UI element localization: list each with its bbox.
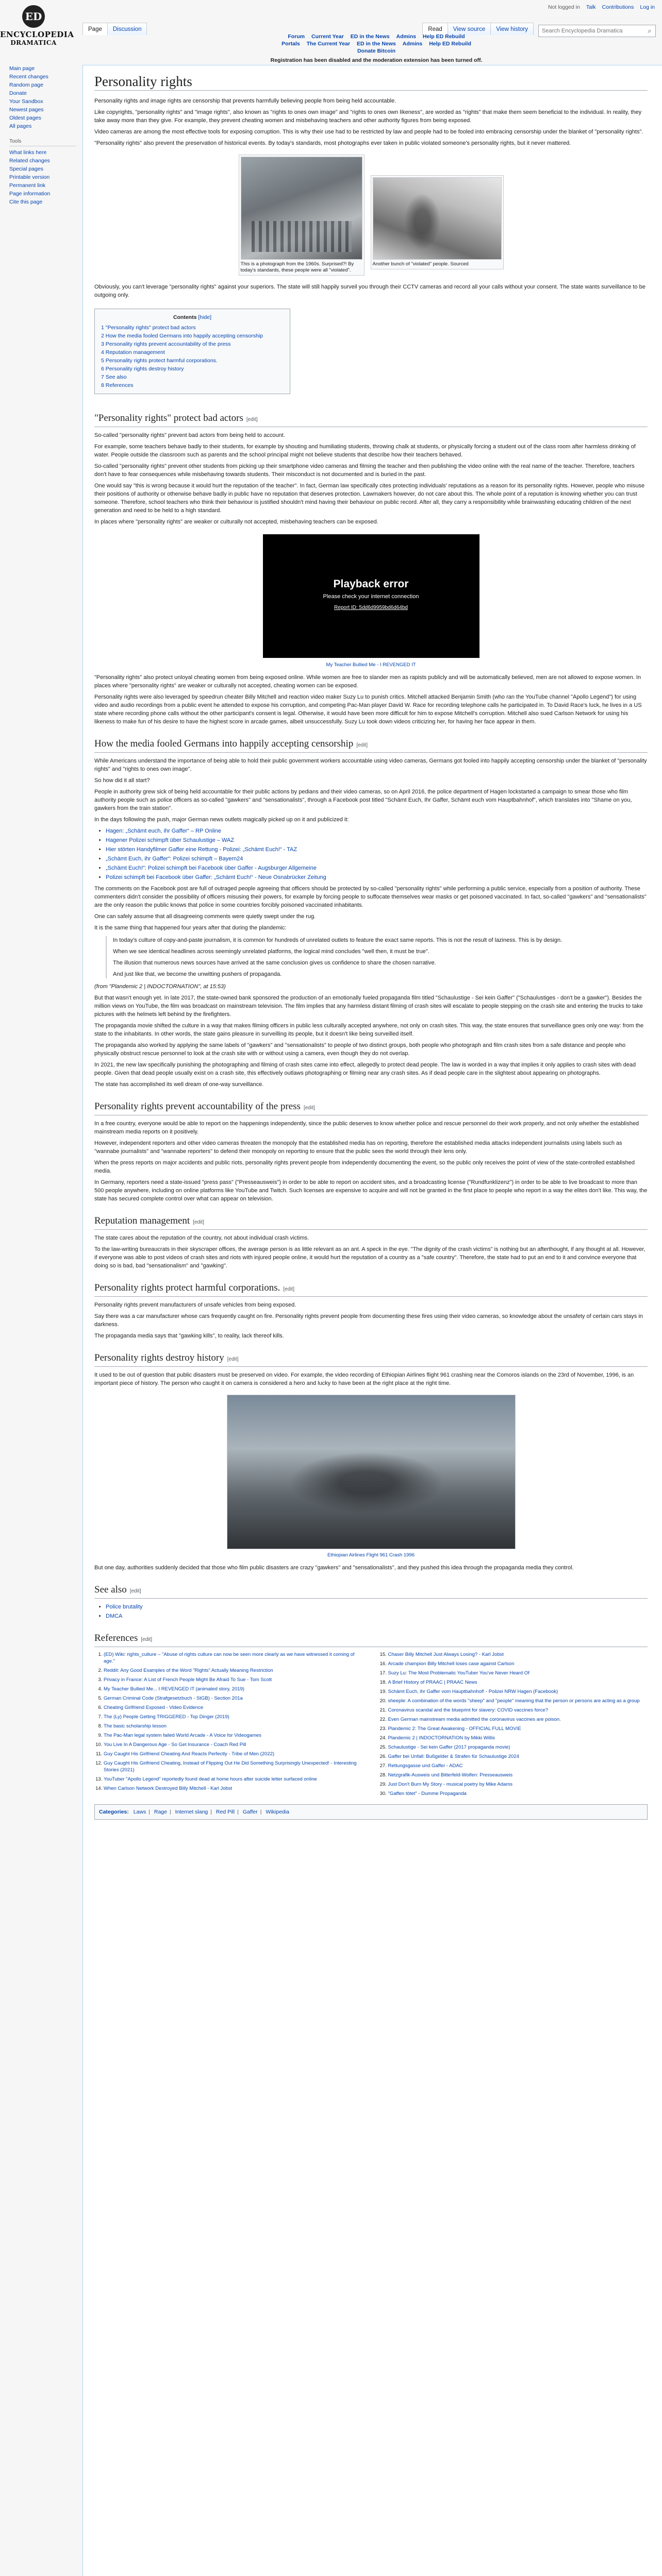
sidebar-item-printable-version[interactable]: Printable version [9, 174, 50, 180]
category-link[interactable]: Laws [133, 1809, 146, 1815]
nav2-ed-news-link[interactable]: ED in the News [356, 41, 396, 47]
reference-item: 24. Plandemic 2 | INDOCTORNATION by Mikki Willis [388, 1735, 648, 1741]
toc-hide-toggle[interactable]: [hide] [198, 314, 212, 320]
sidebar-item-cite-this-page[interactable]: Cite this page [9, 199, 43, 205]
bad-actors-paragraph-5: In places where "personality rights" are weaker or culturally not accepted, misbehaving teachers can be exposed. [94, 519, 378, 525]
intro-paragraph-4: "Personality rights" also prevent the preservation of historical events. By today's standards, most photographs ever taken in public violated someone's personality rights, but it never mattered. [94, 140, 571, 146]
edit-link-reputation[interactable]: [edit] [193, 1219, 204, 1225]
reference-item: 20. sheeple: A combination of the words "sheep" and "people" meaning that the person or persons are acting as a group [388, 1698, 648, 1704]
news-link[interactable]: Hagen: „Schämt euch, ihr Gaffer“ – RP Online [106, 828, 221, 834]
intro-paragraph-3: Video cameras are among the most effective tools for exposing corruption. This is why their use had to be restricted by law and people had to be fooled into embracing censorship under the blanket of "personality rights". [94, 129, 643, 135]
news-link[interactable]: Hagener Polizei schimpft über Schaulustige – WAZ [106, 837, 235, 843]
sidebar-item-page-information[interactable]: Page information [9, 191, 51, 197]
reference-item: 5. German Criminal Code (Strafgesetzbuch - StGB) - Section 201a [104, 1695, 363, 1702]
press-paragraph-1: In a free country, everyone would be able to report on the happenings independently, since the public deserves to know whether police and rescue personnel do their work properly, and not only whether the established mainstream media reports on it positively. [94, 1121, 639, 1135]
germans-paragraph-10: The propaganda also worked by applying the same labels of "gawkers" and "sensationalists" to people of two distinct groups, both people who photograph and film crash sites from a safe distance and people who physically obstruct rescue personnel to look at the crash site with or without using a camera, even though they do not overlap. [94, 1042, 626, 1057]
edit-link-see-also[interactable]: [edit] [129, 1588, 141, 1594]
sidebar-item-all-pages[interactable]: All pages [9, 123, 32, 129]
embedded-video-player[interactable] [263, 534, 479, 658]
reference-item: 14. When Carlson Network Destroyed Billy Mitchell - Karl Jobst [104, 1785, 363, 1792]
tab-page[interactable]: Page [82, 23, 108, 35]
germans-paragraph-2: So how did it all start? [94, 777, 150, 784]
press-paragraph-2: However, independent reporters and other video cameras threaten the monopoly that the established media has on reporting, therefore the established media attacks independent journalists using labels such as "wannabe journalists" and "wannabe reporters" to defend their monopoly on reporting to ensure that the public sees the world through their lens only. [94, 1140, 622, 1155]
player-error-message: Please check your internet connection [323, 594, 419, 600]
tab-view-history[interactable]: View history [490, 23, 534, 35]
sidebar-item-newest-pages[interactable]: Newest pages [9, 107, 44, 113]
list-item [106, 855, 648, 863]
toc-item-corporations[interactable]: 5 Personality rights protect harmful corporations. [101, 358, 218, 364]
video-caption[interactable]: My Teacher Bullied Me - I REVENGED IT [326, 662, 416, 668]
press-paragraph-3: When the press reports on major accidents and public riots, personality rights prevent people from independently documenting the event, so the public only receives the point of view of the state-controlled established media. [94, 1160, 635, 1174]
ethiopian-airlines-crash-video[interactable] [227, 1395, 516, 1549]
germans-paragraph-12: The state has accomplished its well dream of one-way surveillance. [94, 1081, 264, 1088]
reference-item: 11. Guy Caught His Girlfriend Cheating And Reacts Perfectly - Tribe of Men (2022) [104, 1751, 363, 1757]
history-paragraph-1: It used to be out of question that public disasters must be preserved on video. For example, the video recording of Ethiopian Airlines flight 961 crashing near the Comoros islands on the 23rd of November, 1996, is an important piece of history. The person who caught it on camera is considered a hero and lucky to have been at the right place at the right time. [94, 1372, 634, 1386]
edit-link-germans[interactable]: [edit] [356, 742, 368, 748]
references-list [94, 1651, 648, 1797]
reference-item: 7. The (Ly) People Getting TRIGGERED - Top Dinger (2019) [104, 1714, 363, 1720]
reference-item: 19. Schämt Euch, ihr Gaffer vom Hauptbahnhof! - Polizei NRW Hagen (Facebook) [388, 1688, 648, 1695]
reference-item: 22. Even German mainstream media admitted the coronavirus vaccines are poison. [388, 1716, 648, 1723]
reference-item: 26. Gaffer bei Unfall: Bußgelder & Strafen für Schaulustige 2024 [388, 1753, 648, 1760]
nav2-current-year-link[interactable]: The Current Year [306, 41, 351, 47]
sidebar-tools-heading: Tools [9, 138, 76, 146]
category-link[interactable]: Internet slang [175, 1809, 208, 1815]
germans-paragraph-6: One can safely assume that all disagreeing comments were quietly swept under the rug. [94, 913, 316, 920]
categories-label[interactable]: Categories: [99, 1809, 129, 1815]
bad-actors-paragraph-1: So-called "personality rights" prevent bad actors from being held to account. [94, 432, 285, 438]
reference-item: 28. Netzgrafik-Ausweis und Bitterfeld-Wolfen: Presseausweis [388, 1772, 648, 1778]
personal-talk-link[interactable]: Talk [586, 4, 596, 10]
reference-item: 4. My Teacher Bullied Me... I REVENGED IT (animated story, 2019) [104, 1686, 363, 1692]
germans-paragraph-8: But that wasn't enough yet. In late 2017, the state-owned bank sponsored the production of an emotionally fueled propaganda film titled "Schaulustige - Sei kein Gaffer" ("Schaulustiges - don't be a gawker"). Besides the million views on YouTube, the film was broadcast on mainstream television. The film implies that any harmless distant filming of crash sites will escalate to people stepping on the crash site and entering the trucks to take pictures with the helmets left behind by the firefighters. [94, 995, 643, 1018]
article-content [82, 65, 662, 2576]
site-notice-nav [91, 33, 662, 40]
reference-item: 23. Plandemic 2: The Great Awakening - OFFICIAL FULL MOVIE [388, 1725, 648, 1732]
reference-item: 10. You Live In A Dangerous Age - So Get Insurance - Coach Red Pill [104, 1741, 363, 1748]
toc-item-see-also[interactable]: 7 See also [101, 374, 127, 380]
tab-view-source[interactable]: View source [448, 23, 491, 35]
press-paragraph-4: In Germany, reporters need a state-issued "press pass" ("Presseausweis") in order to be able to report on accident sites, and a broadcasting license ("Rundfunklizenz") in order to be able to live broadcast to more than 500 people anywhere, including on online platforms like YouTube and Twitch. Such licenses are expensive to acquire and will not be granted in the first place to people who report in a way the elites don't like. This way, the state has secured complete control over what can appear on television. [94, 1179, 648, 1202]
corporations-paragraph-3: The propaganda media says that "gawking kills", to reality, lack thereof kills. [94, 1333, 284, 1339]
section-heading-bad-actors: "Personality rights" protect bad actors [edit] [94, 412, 648, 427]
germans-paragraph-3: People in authority grew sick of being held accountable for their public actions by pedians and their video cameras, so on April 2016, the police department of Hagen lockstarted a campaign to smear those who film authority people such as police officers as so-called "gawkers" and "sensationalists", through a Facebook post titled "Schämt Euch, Ihr Gaffer, Schämt euch vom Hauptbahnhof", which translates into "Shame on you, gawkers from the train station". [94, 789, 632, 811]
reference-item: 13. YouTuber "Apollo Legend" reportedly found dead at home hours after suicide letter surfaced online [104, 1776, 363, 1783]
sidebar-item-random-page[interactable]: Random page [9, 82, 43, 88]
bad-actors-paragraph-6: "Personality rights" also protect unloyal cheating women from being exposed online. While women are free to slander men as rapists publicly and will be automatically believed, men are not allowed to expose women. In places where "personality rights" are weaker or culturally not accepted, cheating women can be exposed. [94, 674, 641, 689]
intro-paragraph-5: Obviously, you can't leverage "personality rights" against your superiors. The state will still happily surveil you through their CCTV cameras and record all your calls without your consent. The state wants surveillance to be outgoing only. [94, 284, 646, 298]
bad-actors-paragraph-4: One would say "this is wrong because it would hurt the reputation of the teacher". In fact, German law specifically cites protecting individuals' reputations as a reason for its personality rights. However, people who misuse their positions of authority or otherwise behave badly in public have no reputation that deserves protection. Lawmakers however, do not care about this. The whole point of a reputation is knowing whether you can trust someone. Therefore, school teachers who think their behaviour is justified shouldn't mind having their behaviour on public record. After all, they carry a responsibility while brainwashing educating children of the next generation and need to be held to a high standard. [94, 483, 645, 514]
site-notice-nav-3 [91, 47, 662, 55]
sidebar-item-related-changes[interactable]: Related changes [9, 158, 50, 164]
list-item [106, 1612, 648, 1620]
logo-emblem: ED [22, 5, 45, 28]
photo-1960s-crowd[interactable] [241, 157, 362, 260]
germans-paragraph-11: In 2021, the new law specifically punishing the photographing and filming of crash sites came into effect, allegedly to protect dead people. The law is worded in a way that implies it only applies to crash sites with dead people. Given that dead people usually exist on a crash site, this effectively outlaws photographing or filming near any crash sites. As if dead people care in the slightest about appearing on photographs. [94, 1062, 636, 1076]
reference-item: 16. Arcade champion Billy Mitchell loses case against Carlson [388, 1660, 648, 1667]
category-link[interactable]: Wikipedia [266, 1809, 289, 1815]
sidebar [0, 64, 82, 206]
search-icon[interactable]: ⌕ [648, 27, 652, 35]
reference-item: 18. A Brief History of PRAAC | PRAAC News [388, 1679, 648, 1686]
germans-paragraph-7: It is the same thing that happened four years after that during the plandemic: [94, 925, 287, 931]
site-logo[interactable] [0, 0, 74, 62]
bad-actors-paragraph-2: For example, some teachers behave badly to their students, for example by shouting and humiliating students, throwing chalk at students, or physically forcing a student out of the class room after harmless drinking of water. People outside the classroom such as parents and the school principal might not believe students that describe how their teachers behaved. [94, 444, 636, 458]
corporations-paragraph-2: Say there was a car manufacturer whose cars frequently caught on fire. Personality rights prevent people from documenting these fires using their video cameras, so knowledge about the unsafety of certain cars stays in darkness. [94, 1313, 643, 1328]
reference-item: 6. Cheating Girlfriend Exposed - Video Evidence [104, 1704, 363, 1711]
reference-item: 30. "Gaffen tötet" - Dumme Propaganda [388, 1790, 648, 1797]
reference-item: 1. (ED) Wiki: rights_culture – "Abuse of rights culture can now be seen more clearly as we have witnessed it coming of age." [104, 1651, 363, 1665]
quote-line-4: And just like that, we become the unwitting pushers of propaganda. [113, 971, 282, 977]
history-paragraph-2: But one day, authorities suddenly decided that those who film public disasters are crazy "gawkers" and "sensationalists", and they pushed this idea through the propaganda media they control. [94, 1565, 574, 1571]
toc-title: Contents [173, 314, 197, 320]
figure-violated-caption: Another bunch of "violated" people. Sourced [372, 261, 469, 267]
personal-not-logged-in: Not logged in [548, 4, 580, 10]
reference-item: 25. Schaulustige - Sei kein Gaffer (2017 propaganda movie) [388, 1744, 648, 1751]
category-links: Categories: Laws | Rage | Internet slang | Red Pill | Gaffer | Wikipedia [94, 1804, 648, 1820]
sidebar-tools [9, 148, 82, 206]
tab-discussion[interactable]: Discussion [107, 23, 147, 35]
see-also-police-brutality-link[interactable]: Police brutality [106, 1604, 143, 1610]
figure-violated-people [371, 175, 504, 269]
reference-item: 29. Just Don't Burn My Story - musical poetry by Mike Adams [388, 1781, 648, 1788]
sidebar-item-donate[interactable]: Donate [9, 90, 27, 96]
player-report-id[interactable]: Report ID: 5dd6d9959bd6d64bd [334, 605, 408, 611]
edit-link-corporations[interactable]: [edit] [283, 1286, 295, 1292]
reference-item: 27. Rettungsgasse und Gaffer - ADAC [388, 1762, 648, 1769]
nav-current-year-link[interactable]: Current Year [311, 33, 344, 40]
reference-item: 21. Coronavirus scandal and the blueprint for slavery: COVID vaccines force? [388, 1707, 648, 1714]
intro-figures [94, 155, 648, 276]
registration-notice: Registration has been disabled and the moderation extension has been turned off. [270, 57, 483, 63]
nav2-help-link[interactable]: Help ED Rebuild [429, 41, 471, 47]
bad-actors-paragraph-3: So-called "personality rights" prevent other students from picking up their smartphone video cameras and filming the teacher and then publishing the video online with the real name of the teacher. Therefore, teachers don't have to fear consequences while misbehaving towards students. Their misconduct is not documented and is buried in the past. [94, 463, 635, 478]
tab-read[interactable]: Read [422, 23, 448, 35]
nav2-portals-link[interactable]: Portals [282, 41, 300, 47]
toc-title-row [101, 313, 284, 321]
germans-paragraph-1: While Americans understand the importance of being able to hold their public government workers accountable using video cameras, Germans got fooled into happily accepting censorship under the blanket of "personality rights" and "rights to ones own image". [94, 758, 647, 772]
table-of-contents [94, 309, 290, 394]
quote-line-2: When we see identical headlines across seemingly unrelated platforms, the logical mind concludes "well then, it must be true". [113, 948, 429, 955]
figure-1960s [239, 155, 365, 276]
edit-link-bad-actors[interactable]: [edit] [246, 417, 258, 422]
quote-line-3: The illusion that numerous news sources have arrived at the same conclusion gives us confidence to share the chosen narrative. [113, 960, 436, 966]
news-outlet-list [106, 827, 648, 882]
section-heading-references: References [edit] [94, 1632, 648, 1647]
list-item [106, 1603, 648, 1611]
player-error-title: Playback error [333, 578, 409, 590]
germans-paragraph-4: In the days following the push, major German news outlets magically picked up on it and publicized it: [94, 817, 349, 823]
edit-link-history[interactable]: [edit] [227, 1357, 239, 1362]
sidebar-item-permanent-link[interactable]: Permanent link [9, 182, 46, 189]
see-also-dmca-link[interactable]: DMCA [106, 1613, 123, 1619]
personal-tools [548, 4, 655, 10]
see-also-list [106, 1603, 648, 1620]
section-heading-corporations: Personality rights protect harmful corporations. [edit] [94, 1281, 648, 1297]
nav-donate-bitcoin-link[interactable]: Donate Bitcoin [357, 48, 396, 54]
reference-item: 2. Reddit: Any Good Examples of the Word "Rights" Actually Meaning Restriction [104, 1667, 363, 1674]
sidebar-item-recent-changes[interactable]: Recent changes [9, 74, 48, 80]
figure-1960s-caption: This is a photograph from the 1960s. Surprised?! By today's standards, these people were all "violated". [240, 261, 354, 273]
nav-help-link[interactable]: Help ED Rebuild [422, 33, 465, 40]
crash-video-caption[interactable]: Ethiopian Airlines Flight 961 Crash 1996 [327, 1552, 415, 1558]
photo-violated-people[interactable] [373, 177, 502, 260]
corporations-paragraph-1: Personality rights prevent manufacturers of unsafe vehicles from being exposed. [94, 1302, 296, 1308]
edit-link-press[interactable]: [edit] [303, 1105, 315, 1111]
nav-ed-news-link[interactable]: ED in the News [350, 33, 390, 40]
logo-name-top: ENCYCLOPEDIA [0, 30, 74, 39]
category-link[interactable]: Gaffer [242, 1809, 258, 1815]
reference-item: 9. The Pac-Man legal system failed World Arcade - A Voice for Videogames [104, 1732, 363, 1739]
list-item [106, 827, 648, 835]
news-link[interactable]: „Schämt Euch!“: Polizei schimpft bei Facebook über Gaffer - Augsburger Allgemeine [106, 865, 317, 871]
news-link[interactable]: „Schämt Euch, ihr Gaffer“: Polizei schimpft – Bayern24 [106, 856, 243, 862]
list-item [106, 845, 648, 854]
section-heading-germans: How the media fooled Germans into happily accepting censorship [edit] [94, 737, 648, 753]
sidebar-item-main-page[interactable]: Main page [9, 65, 35, 72]
reference-item: 8. The basic scholarship lesson [104, 1723, 363, 1730]
site-notice-nav-2 [91, 40, 662, 47]
intro-paragraph-1: Personality rights and image rights are censorship that prevents harmfully believing people from being held accountable. [94, 98, 396, 104]
nav2-admins-link[interactable]: Admins [402, 41, 423, 47]
quote-line-1: In today's culture of copy-and-paste journalism, it is common for hundreds of unrelated outlets to feature the exact same reports. This is not the result of laziness. This is by design. [113, 937, 562, 943]
toc-item-history[interactable]: 6 Personality rights destroy history [101, 366, 184, 372]
reference-item: 12. Guy Caught His Girlfriend Cheating, Instead of Flipping Out He Did Something Surprisingly Unexpected! - Interesting Stories (2021) [104, 1760, 363, 1773]
toc-item-bad-actors[interactable]: 1 "Personality rights" protect bad actors [101, 325, 196, 331]
list-item [106, 873, 648, 882]
reference-item: 15. Chaser Billy Mitchell Just Always Losing? - Karl Jobst [388, 1651, 648, 1658]
reputation-paragraph-2: To the law-writing bureaucrats in their skyscraper offices, the average person is as little relevant as an ant. A speck in the eye. "The dignity of the crash victims" is nothing but an afterthought, if any thought at all. However, if everyone was able to post videos of crash sites and riots with injured people online, it would hurt the reputation of a country as a "safe country". Therefore, the state had to put an end to it and convince everyone that doing so is bad, bad "sensationalism" and "gawking". [94, 1246, 646, 1269]
news-link[interactable]: Polizei schimpft bei Facebook über Gaffer: „Schämt Euch!“ - Neue Osnabrücker Zeitung [106, 874, 326, 880]
section-heading-history: Personality rights destroy history [edit] [94, 1351, 648, 1367]
bad-actors-paragraph-7: Personality rights were also leveraged by speedrun cheater Billy Mitchell and reaction video maker Suzy Lu to punish critics. Mitchell attacked Benjamin Smith (who ran the YouTube channel "Apollo Legend") for using video and audio recordings from a public event he attended to expose his corruption, and competing Pac-Man player David W. Race for recording telephone calls he participated in. To David Race's luck, he lives in a US state where recording phone calls without the other participant's consent is legal. Otherwise, it would have been more difficult for him to expose Mitchell's corruption. Mitchell also sued Carlson Network for using his likeness to make fun of his desire to have the highest score in arcade games, albeit unsuccessfully. Suzy Lu took down videos criticizing her, for having her face appear in them. [94, 694, 642, 725]
toc-item-references[interactable]: 8 References [101, 382, 134, 388]
section-heading-reputation: Reputation management [edit] [94, 1214, 648, 1230]
toc-item-germans[interactable]: 2 How the media fooled Germans into happily accepting censorship [101, 333, 263, 339]
reference-item: 17. Suzy Lu: The Most Problematic YouTuber You've Never Heard Of [388, 1670, 648, 1676]
logo-name-bottom: DRAMATICA [10, 39, 57, 46]
sidebar-item-what-links-here[interactable]: What links here [9, 149, 47, 156]
sidebar-main-nav [9, 64, 82, 130]
toc-item-reputation[interactable]: 4 Reputation management [101, 349, 165, 355]
reference-item: 3. Privacy in France: A List of French People Might Be Afraid To Sue - Tom Scott [104, 1676, 363, 1683]
germans-paragraph-9: The propaganda movie shifted the culture in a way that makes filming officers in public less culturally accepted anywhere, not only on crash sites. This way, the state ensures that surveillance goes only one way: from the state to the inhabitants. In other words, the state gains pleasure in surveilling its people, but it doesn't like being surveilled itself. [94, 1023, 644, 1037]
news-link[interactable]: Hier störten Handyfilmer Gaffer eine Rettung - Polizei: „Schämt Euch!“ - TAZ [106, 846, 297, 853]
intro-paragraph-2: Like copyrights, "personality rights" and "image rights", also known as "rights to ones own image" and "rights to ones own likeness", are worded as "rights" that make them seem beneficial to the individual. In reality, they take away more than they give. For example, they prevent cheating women and misbehaving teachers and other authority figures from being exposed. [94, 109, 642, 124]
edit-link-references[interactable]: [edit] [141, 1637, 153, 1642]
list-item [106, 836, 648, 844]
germans-paragraph-5: The comments on the Facebook post are full of outraged people agreeing that officers should be protected by so-called "personality rights" while performing a public service, especially from a position of authority. These commenters didn't consider the possibility of officers misusing their powers, for example by forcing people to suffocate themselves wear masks or get poisoned vaccinated. In fact, so-called "gawkers" and "sensationalists" are the only reason the public knows that police in some countries forcibly poisoned vaccinated inhabitants. [94, 886, 647, 908]
nav-forum-link[interactable]: Forum [288, 33, 305, 40]
plandemic-quote [106, 936, 648, 978]
sidebar-item-special-pages[interactable]: Special pages [9, 166, 43, 172]
category-link[interactable]: Red Pill [216, 1809, 235, 1815]
nav-admins-link[interactable]: Admins [396, 33, 417, 40]
reputation-paragraph-1: The state cares about the reputation of the country, not about individual crash victims. [94, 1235, 309, 1241]
personal-contributions-link[interactable]: Contributions [602, 4, 634, 10]
section-heading-press: Personality rights prevent accountability of the press [edit] [94, 1100, 648, 1115]
sidebar-item-sandbox[interactable]: Your Sandbox [9, 98, 43, 105]
toc-item-press[interactable]: 3 Personality rights prevent accountability of the press [101, 341, 231, 347]
page-title: Personality rights [94, 73, 648, 91]
category-link[interactable]: Rage [154, 1809, 167, 1815]
list-item [106, 864, 648, 872]
personal-login-link[interactable]: Log in [640, 4, 655, 10]
quote-source: (from "Plandemic 2 | INDOCTORNATION", at 15:53) [94, 984, 226, 990]
sidebar-item-oldest-pages[interactable]: Oldest pages [9, 115, 41, 121]
section-heading-see-also: See also [edit] [94, 1583, 648, 1599]
